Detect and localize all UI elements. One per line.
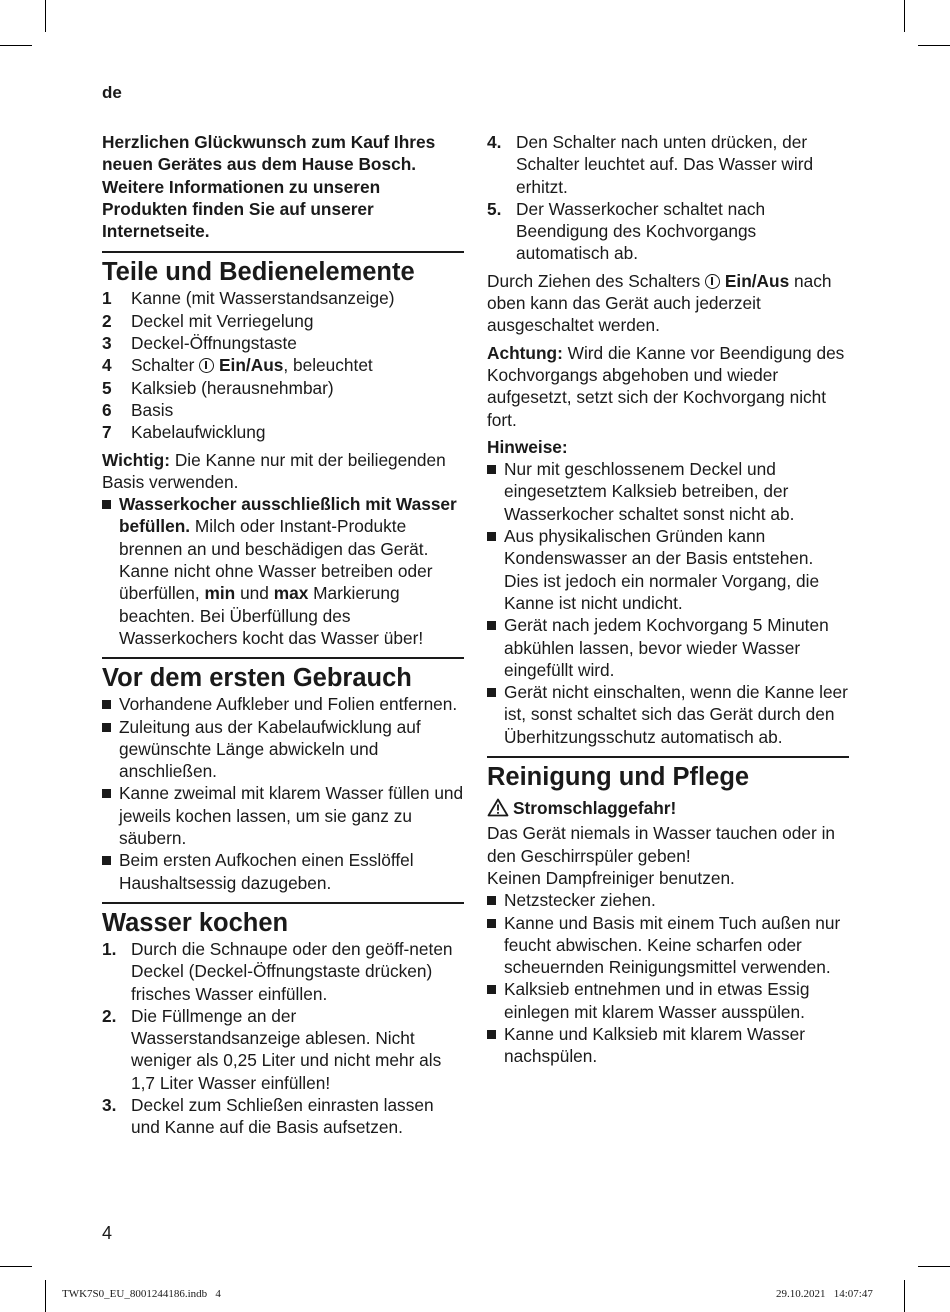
list-item: 4 Schalter Ein/Aus, beleuchtet xyxy=(102,355,373,376)
list-item: Aus physikalischen Gründen kann Kondenswasser an der Basis entstehen. Dies ist jedoch ein normaler Vorgang, die Kanne ist nicht undicht. xyxy=(487,525,849,614)
bullet-square-icon xyxy=(487,985,496,994)
intro-text: Herzlichen Glückwunsch zum Kauf Ihres neuen Gerätes aus dem Hause Bosch. Weitere Informationen zu unseren Produkten finden Sie auf unserer Internetseite. xyxy=(102,132,436,242)
important-bullets xyxy=(102,493,464,649)
list-item: Gerät nicht einschalten, wenn die Kanne leer ist, sonst schaltet sich das Gerät durch den Überhitzungsschutz automatisch ab. xyxy=(487,681,849,748)
list-item: Kanne und Basis mit einem Tuch außen nur feucht abwischen. Keine scharfen oder scheuernden Reinigungsmittel verwenden. xyxy=(487,912,849,979)
crop-mark xyxy=(45,0,46,32)
list-item: Vorhandene Aufkleber und Folien entfernen. xyxy=(102,693,464,715)
list-item: 6 Basis xyxy=(102,399,174,420)
page-number: 4 xyxy=(102,1223,113,1243)
notes-title: Hinweise: xyxy=(487,436,568,457)
bullet-square-icon xyxy=(102,500,111,509)
list-item: Nur mit geschlossenem Deckel und eingesetztem Kalksieb betreiben, der Wasserkocher schaltet sonst nicht ab. xyxy=(487,458,849,525)
footer-date: 29.10.2021 14:07:47 xyxy=(776,1288,873,1300)
parts-list xyxy=(102,287,464,443)
bullet-square-icon xyxy=(487,688,496,697)
list-item: 7 Kabelaufwicklung xyxy=(102,422,266,443)
section-title-first-use: Vor dem ersten Gebrauch xyxy=(102,657,464,693)
list-item: 2 Deckel mit Verriegelung xyxy=(102,310,314,331)
section-title-boil: Wasser kochen xyxy=(102,902,464,938)
cleaning-list xyxy=(487,889,849,1067)
step-item: 3. Deckel zum Schließen einrasten lassen und Kanne auf die Basis aufsetzen. xyxy=(102,1094,434,1138)
cleaning-text: Keinen Dampfreiniger benutzen. xyxy=(487,867,735,888)
step-item: 1. Durch die Schnaupe oder den geöff-neten Deckel (Deckel-Öffnungstaste drücken) frisches Wasser einfüllen. xyxy=(102,938,453,1004)
crop-mark xyxy=(904,0,905,32)
bullet-square-icon xyxy=(487,621,496,630)
first-use-list xyxy=(102,693,464,894)
crop-mark xyxy=(904,1280,905,1312)
warning-heading: Stromschlaggefahr! xyxy=(487,797,849,822)
boil-steps-right xyxy=(487,131,849,265)
list-item: Kalksieb entnehmen und in etwas Essig einlegen mit klarem Wasser ausspülen. xyxy=(487,978,849,1023)
list-item: 5 Kalksieb (herausnehmbar) xyxy=(102,377,334,398)
bullet-square-icon xyxy=(487,896,496,905)
bullet-square-icon xyxy=(102,856,111,865)
crop-mark xyxy=(0,45,32,46)
bullet-square-icon xyxy=(487,1030,496,1039)
footer-file: TWK7S0_EU_8001244186.indb 4 xyxy=(62,1288,221,1300)
crop-mark xyxy=(45,1280,46,1312)
bullet-square-icon xyxy=(102,723,111,732)
list-item: Wasserkocher ausschließlich mit Wasser befüllen. Milch oder Instant-Produkte brennen an und beschädigen das Gerät. Kanne nicht ohne Wasser betreiben oder überfüllen, min und max Markierung beachten. Bei Überfüllung des Wasserkochers kocht das Wasser über! xyxy=(102,493,464,649)
list-item: 1 Kanne (mit Wasserstandsanzeige) xyxy=(102,288,395,309)
notes-list xyxy=(487,458,849,748)
right-column xyxy=(487,131,849,1068)
list-item: Netzstecker ziehen. xyxy=(487,889,849,911)
list-item: Gerät nach jedem Kochvorgang 5 Minuten abkühlen lassen, bevor wieder Wasser eingefüllt wird. xyxy=(487,614,849,681)
crop-mark xyxy=(918,1266,950,1267)
boil-steps-left xyxy=(102,938,464,1139)
list-item: Kanne zweimal mit klarem Wasser füllen und jeweils kochen lassen, um sie ganz zu säubern. xyxy=(102,782,464,849)
list-item: Beim ersten Aufkochen einen Esslöffel Haushaltsessig dazugeben. xyxy=(102,849,464,894)
section-title-cleaning: Reinigung und Pflege xyxy=(487,756,849,792)
important-note: Wichtig: Die Kanne nur mit der beiliegenden Basis verwenden. xyxy=(102,449,446,492)
step-item: 5. Der Wasserkocher schaltet nach Beendigung des Kochvorgangs automatisch ab. xyxy=(487,198,766,264)
list-item: Zuleitung aus der Kabelaufwicklung auf gewünschte Länge abwickeln und anschließen. xyxy=(102,716,464,783)
bullet-square-icon xyxy=(102,789,111,798)
warning-triangle-icon xyxy=(487,798,509,822)
list-item: 3 Deckel-Öffnungstaste xyxy=(102,333,297,354)
power-switch-icon xyxy=(199,358,214,373)
step-item: 2. Die Füllmenge an der Wasserstandsanzeige ablesen. Nicht weniger als 0,25 Liter und nicht mehr als 1,7 Liter Wasser einfüllen! xyxy=(102,1005,442,1093)
switch-note: Durch Ziehen des Schalters Ein/Aus nach oben kann das Gerät auch jederzeit ausgeschaltet werden. xyxy=(487,270,832,336)
list-item: Kanne und Kalksieb mit klarem Wasser nachspülen. xyxy=(487,1023,849,1068)
bullet-square-icon xyxy=(487,919,496,928)
cleaning-text: Das Gerät niemals in Wasser tauchen oder in den Geschirrspüler geben! xyxy=(487,823,836,866)
bullet-square-icon xyxy=(487,465,496,474)
bullet-square-icon xyxy=(102,700,111,709)
crop-mark xyxy=(918,45,950,46)
crop-mark xyxy=(0,1266,32,1267)
step-item: 4. Den Schalter nach unten drücken, der Schalter leuchtet auf. Das Wasser wird erhitzt. xyxy=(487,132,814,197)
left-column xyxy=(102,131,464,1139)
power-switch-icon xyxy=(705,274,720,289)
attention-note: Achtung: Wird die Kanne vor Beendigung des Kochvorgangs abgehoben und wieder aufgesetzt, setzt sich der Kochvorgang nicht fort. xyxy=(487,342,845,430)
bullet-square-icon xyxy=(487,532,496,541)
language-code: de xyxy=(102,83,122,102)
section-title-parts: Teile und Bedienelemente xyxy=(102,251,464,287)
